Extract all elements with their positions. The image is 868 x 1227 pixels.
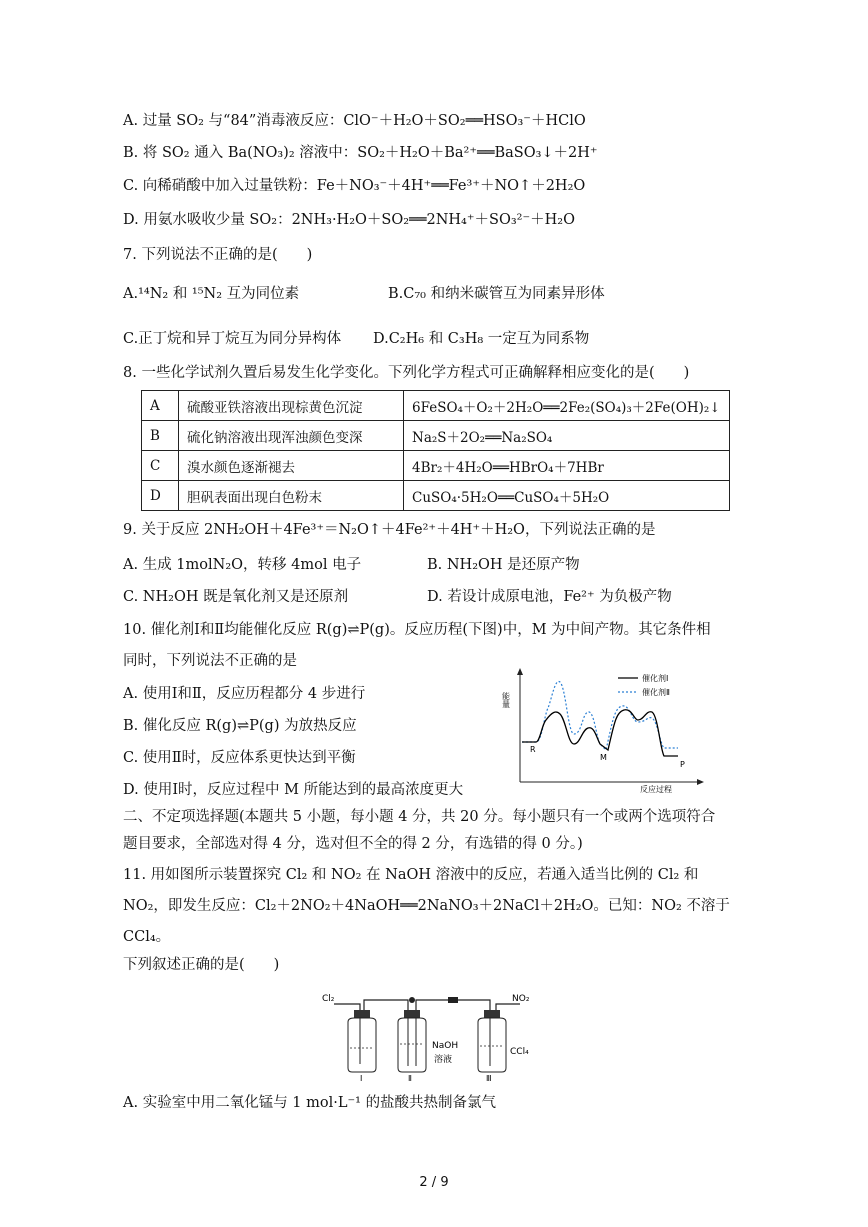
q6-option-a: A. 过量 SO₂ 与“84”消毒液反应：ClO⁻＋H₂O＋SO₂══HSO₃⁻＋HClO [123, 113, 586, 129]
label-m: M [600, 753, 607, 762]
table-row [142, 421, 730, 451]
q11-option-a: A. 实验室中用二氧化锰与 1 mol·L⁻¹ 的盐酸共热制备氯气 [123, 1095, 497, 1111]
q7-stem: 7. 下列说法不正确的是( ) [123, 247, 313, 263]
label-bottle-1: Ⅰ [360, 1074, 363, 1083]
label-r: R [530, 745, 536, 754]
label-bottle-3: Ⅲ [486, 1074, 492, 1083]
bottle-1 [348, 1018, 376, 1072]
label-bottle-2: Ⅱ [408, 1074, 412, 1083]
q6-option-d: D. 用氨水吸收少量 SO₂：2NH₃·H₂O＋SO₂══2NH₄⁺＋SO₃²⁻＋H₂O [123, 212, 575, 228]
table-cell: C [142, 451, 179, 481]
q10-option-a: A. 使用Ⅰ和Ⅱ，反应历程都分 4 步进行 [123, 686, 366, 702]
x-axis-label: 反应过程 [640, 785, 672, 794]
q10-option-b: B. 催化反应 R(g)⇌P(g) 为放热反应 [123, 718, 357, 734]
table-cell: 4Br₂＋4H₂O══HBrO₄＋7HBr [404, 451, 730, 481]
page-number: 2 / 9 [419, 1175, 449, 1190]
legend-label-1: 催化剂Ⅰ [642, 674, 669, 683]
stopper-2 [404, 1010, 420, 1018]
section-2-heading-line2: 题目要求，全部选对得 4 分，选对但不全的得 2 分，有选错的得 0 分。) [123, 836, 583, 852]
label-solution: 溶液 [434, 1055, 453, 1065]
bottle-3 [478, 1018, 506, 1072]
q6-option-c: C. 向稀硝酸中加入过量铁粉：Fe＋NO₃⁻＋4H⁺══Fe³⁺＋NO↑＋2H₂O [123, 178, 586, 194]
table-cell: 胆矾表面出现白色粉末 [179, 481, 404, 511]
q10-option-d: D. 使用Ⅰ时，反应过程中 M 所能达到的最高浓度更大 [123, 782, 464, 798]
q6-option-b: B. 将 SO₂ 通入 Ba(NO₃)₂ 溶液中：SO₂＋H₂O＋Ba²⁺══BaSO₃↓＋2H⁺ [123, 145, 598, 161]
q11-stem-line4: 下列叙述正确的是( ) [123, 957, 280, 973]
label-ccl4: CCl₄ [510, 1047, 529, 1057]
table-cell: 6FeSO₄＋O₂＋2H₂O══2Fe₂(SO₄)₃＋2Fe(OH)₂↓ [404, 391, 730, 421]
table-row [142, 481, 730, 511]
inlet-tube-cl2 [334, 1004, 360, 1010]
q7-option-d: D.C₂H₆ 和 C₃H₈ 一定互为同系物 [373, 331, 590, 347]
clip [448, 997, 458, 1003]
energy-profile-figure [500, 664, 710, 794]
q10-stem-line2: 同时，下列说法不正确的是 [123, 653, 297, 669]
table-cell: 硫化钠溶液出现浑浊颜色变深 [179, 421, 404, 451]
q7-option-c: C.正丁烷和异丁烷互为同分异构体 [123, 331, 342, 347]
table-cell: A [142, 391, 179, 421]
y-axis-arrow [517, 668, 523, 675]
table-row [142, 391, 730, 421]
legend-label-2: 催化剂Ⅱ [642, 688, 670, 697]
stopper-3 [484, 1010, 500, 1018]
q11-stem-line3: CCl₄。 [123, 929, 171, 945]
table-cell: CuSO₄·5H₂O══CuSO₄＋5H₂O [404, 481, 730, 511]
q7-option-b: B.C₇₀ 和纳米碳管互为同素异形体 [388, 286, 605, 302]
inlet-tube-no2 [496, 1004, 520, 1010]
label-cl2: Cl₂ [322, 994, 335, 1004]
table-cell: D [142, 481, 179, 511]
q7-option-a: A.¹⁴N₂ 和 ¹⁵N₂ 互为同位素 [123, 286, 300, 302]
q9-stem: 9. 关于反应 2NH₂OH＋4Fe³⁺＝N₂O↑＋4Fe²⁺＋4H⁺＋H₂O，下列说法正确的是 [123, 522, 656, 538]
table-cell: 溴水颜色逐渐褪去 [179, 451, 404, 481]
q11-stem-line1: 11. 用如图所示装置探究 Cl₂ 和 NO₂ 在 NaOH 溶液中的反应，若通入适当比例的 Cl₂ 和 [123, 867, 699, 883]
label-naoh: NaOH [432, 1041, 459, 1051]
table-cell: B [142, 421, 179, 451]
label-no2: NO₂ [512, 994, 530, 1004]
label-p: P [680, 760, 685, 769]
stopcock [409, 997, 415, 1003]
stopper-1 [354, 1010, 370, 1018]
q9-option-b: B. NH₂OH 是还原产物 [427, 557, 580, 573]
section-2-heading-line1: 二、不定项选择题(本题共 5 小题，每小题 4 分，共 20 分。每小题只有一个或两个选项符合 [123, 809, 716, 825]
q9-option-a: A. 生成 1molN₂O，转移 4mol 电子 [123, 557, 362, 573]
connector-tube-1 [364, 1000, 408, 1010]
q8-stem: 8. 一些化学试剂久置后易发生化学变化。下列化学方程式可正确解释相应变化的是( ) [123, 365, 690, 381]
q11-stem-line2: NO₂，即发生反应：Cl₂＋2NO₂＋4NaOH══2NaNO₃＋2NaCl＋2H₂O。已知：NO₂ 不溶于 [123, 898, 730, 914]
q8-table [141, 390, 730, 511]
q10-option-c: C. 使用Ⅱ时，反应体系更快达到平衡 [123, 750, 356, 766]
apparatus-figure [320, 988, 550, 1084]
y-axis-label: 能量 [501, 692, 511, 708]
q9-option-c: C. NH₂OH 既是氧化剂又是还原剂 [123, 589, 349, 605]
x-axis-arrow [697, 779, 704, 785]
table-row [142, 451, 730, 481]
q9-option-d: D. 若设计成原电池，Fe²⁺ 为负极产物 [427, 589, 672, 605]
q10-stem-line1: 10. 催化剂Ⅰ和Ⅱ均能催化反应 R(g)⇌P(g)。反应历程(下图)中，M 为中间产物。其它条件相 [123, 622, 711, 638]
table-cell: 硫酸亚铁溶液出现棕黄色沉淀 [179, 391, 404, 421]
bottle-2 [398, 1018, 426, 1072]
table-cell: Na₂S＋2O₂══Na₂SO₄ [404, 421, 730, 451]
